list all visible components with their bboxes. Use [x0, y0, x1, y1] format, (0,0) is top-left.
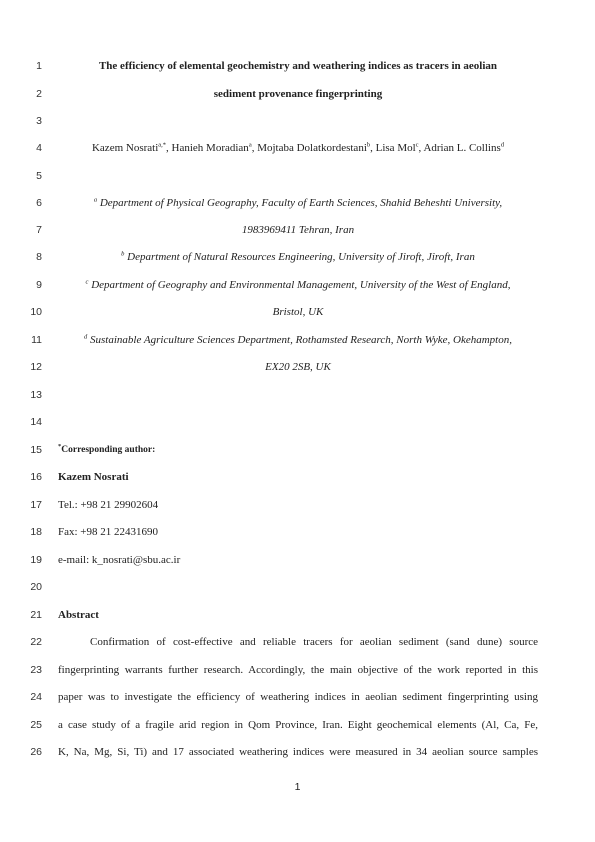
line-number: 26 — [30, 746, 42, 758]
affiliation-text: Department of Geography and Environmental Management, University of the West of England, — [91, 279, 511, 291]
line-number: 22 — [30, 636, 42, 648]
line-number: 5 — [36, 170, 42, 182]
affiliation-text: Department of Physical Geography, Faculty of Earth Sciences, Shahid Beheshti University, — [99, 197, 503, 209]
line-number: 13 — [30, 389, 42, 401]
affiliation-b — [58, 250, 538, 264]
author-affiliation-mark: d — [500, 141, 505, 149]
affiliation-c-cont: Bristol, UK — [272, 306, 324, 318]
affiliation-mark: d — [84, 333, 88, 341]
author-affiliation-mark: a — [248, 141, 252, 149]
line-number: 2 — [36, 88, 42, 100]
corresponding-tel: Tel.: +98 21 29902604 — [58, 499, 159, 511]
line-number: 25 — [30, 719, 42, 731]
line-number: 3 — [36, 115, 42, 127]
corresponding-mark: * — [58, 442, 62, 450]
abstract-line: paper was to investigate the efficiency of weathering indices in aeolian sediment fingerprinting using — [58, 691, 538, 703]
title-line-1: The efficiency of elemental geochemistry and weathering indices as tracers in aeolian — [98, 60, 498, 72]
title-line-2: sediment provenance fingerprinting — [213, 88, 383, 100]
line-number: 24 — [30, 691, 42, 703]
line-number: 23 — [30, 664, 42, 676]
line-number: 18 — [30, 526, 42, 538]
line-number: 6 — [36, 197, 42, 209]
abstract-heading: Abstract — [58, 609, 99, 621]
affiliation-mark: b — [121, 250, 125, 258]
line-number: 11 — [31, 334, 42, 346]
abstract-line: K, Na, Mg, Si, Ti) and 17 associated weathering indices were measured in 34 aeolian source samples — [58, 746, 538, 758]
line-number: 16 — [30, 471, 42, 483]
abstract-line: fingerprinting warrants further research. Accordingly, the main objective of the work reported in this — [58, 664, 538, 676]
author-name: Adrian L. Collins — [423, 142, 501, 154]
affiliation-c — [58, 278, 538, 292]
page-number: 1 — [294, 781, 301, 793]
corresponding-author-name: Kazem Nosrati — [58, 471, 129, 483]
corresponding-label-text: Corresponding author: — [61, 445, 156, 455]
author-name: Kazem Nosrati — [91, 142, 159, 154]
author-affiliation-mark: c — [415, 141, 419, 149]
affiliation-text: Department of Natural Resources Engineering, University of Jiroft, Jiroft, Iran — [127, 251, 475, 263]
line-number: 17 — [30, 499, 42, 511]
line-number: 10 — [30, 306, 42, 318]
affiliation-text: Sustainable Agriculture Sciences Department, Rothamsted Research, North Wyke, Okehampton, — [90, 334, 512, 346]
abstract-line: a case study of a fragile arid region in Qom Province, Iran. Eight geochemical elements (Al, Ca, Fe, — [58, 719, 538, 731]
affiliation-mark: c — [85, 278, 89, 286]
author-affiliation-mark: b — [366, 141, 371, 149]
line-number: 7 — [36, 224, 42, 236]
line-number: 14 — [30, 416, 42, 428]
line-number: 4 — [36, 142, 42, 154]
line-number: 15 — [30, 444, 42, 456]
author-name: Hanieh Moradian — [171, 142, 249, 154]
line-number: 20 — [30, 581, 42, 593]
line-number: 8 — [36, 251, 42, 263]
affiliation-a — [58, 196, 538, 210]
line-number: 21 — [30, 609, 42, 621]
affiliation-mark: a — [93, 196, 98, 204]
affiliation-d-cont: EX20 2SB, UK — [265, 361, 331, 373]
affiliation-a-cont: 1983969411 Tehran, Iran — [241, 224, 355, 236]
author-affiliation-mark: a,* — [158, 141, 167, 149]
corresponding-email: e-mail: k_nosrati@sbu.ac.ir — [58, 554, 181, 566]
line-number: 12 — [30, 361, 42, 373]
line-number: 19 — [30, 554, 42, 566]
corresponding-author-label — [58, 443, 538, 457]
author-name: Mojtaba Dolatkordestani — [257, 142, 367, 154]
abstract-line: Confirmation of cost-effective and reliable tracers for aeolian sediment (sand dune) source — [90, 636, 538, 648]
line-number: 1 — [36, 60, 42, 72]
line-number: 9 — [36, 279, 42, 291]
author-name: Lisa Mol — [375, 142, 416, 154]
author-list: Kazem Nosrati$^{a,*}$, Hanieh Moradian$^a$, Mojtaba Dolatkordestani$^b$, Lisa Mol$^c$, Adrian L. Collins$^d$ — [91, 141, 505, 154]
corresponding-fax: Fax: +98 21 22431690 — [58, 526, 159, 538]
affiliation-d — [58, 333, 538, 347]
